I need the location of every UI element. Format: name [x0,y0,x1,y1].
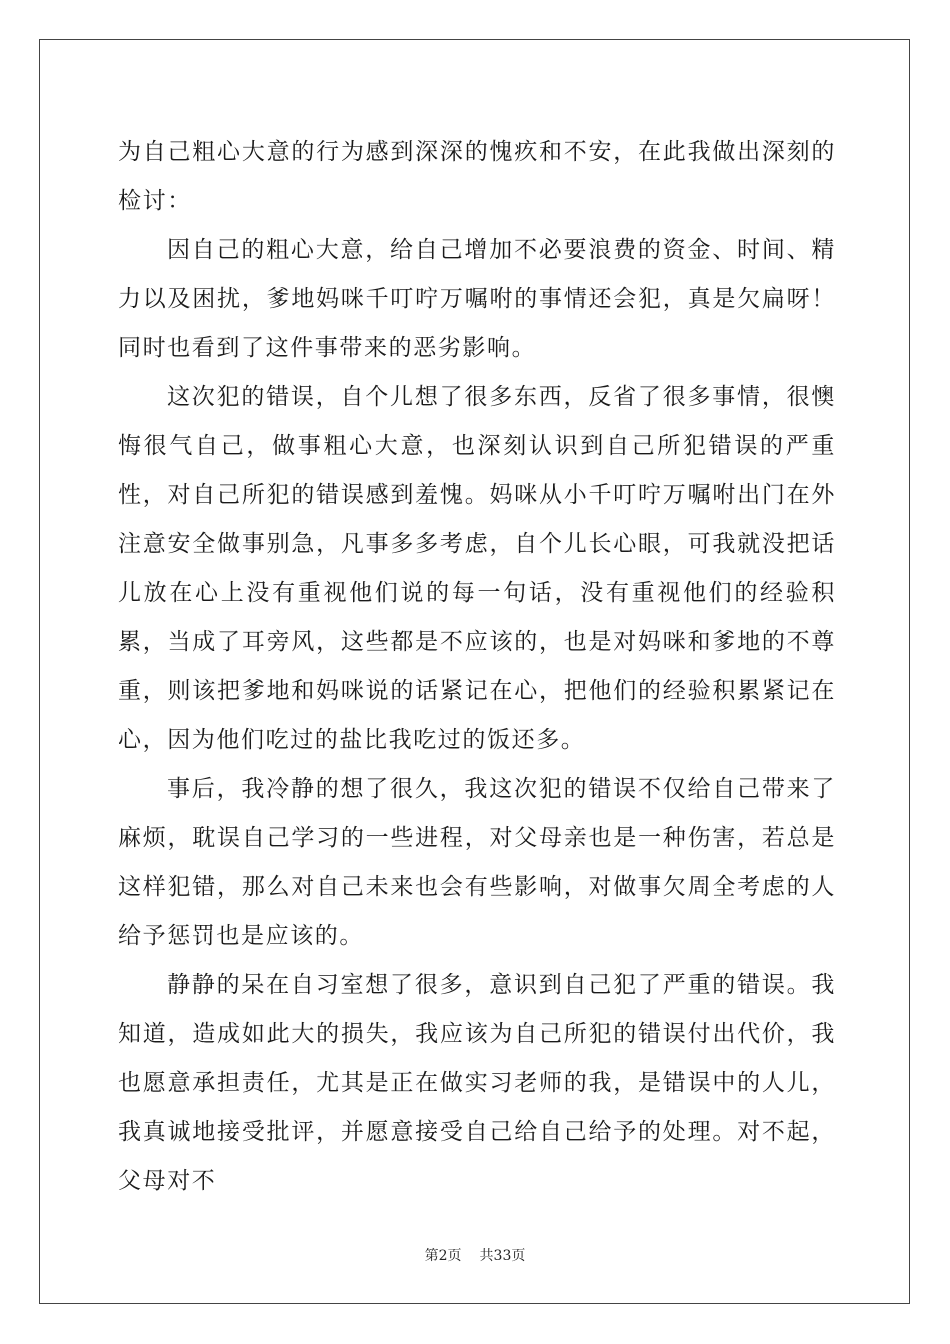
paragraph: 这次犯的错误，自个儿想了很多东西，反省了很多事情，很懊悔很气自己，做事粗心大意，也深刻认识到自己所犯错误的严重性，对自己所犯的错误感到羞愧。妈咪从小千叮咛万嘱咐出门在外注意安全做事别急，凡事多多考虑，自个儿长心眼，可我就没把话儿放在心上没有重视他们说的每一句话，没有重视他们的经验积累，当成了耳旁风，这些都是不应该的，也是对妈咪和爹地的不尊重，则该把爹地和妈咪说的话紧记在心，把他们的经验积累紧记在心，因为他们吃过的盐比我吃过的饭还多。 [118,384,836,753]
paragraph: 静静的呆在自习室想了很多，意识到自己犯了严重的错误。我知道，造成如此大的损失，我应该为自己所犯的错误付出代价，我也愿意承担责任，尤其是正在做实习老师的我，是错误中的人儿，我真诚地接受批评，并愿意接受自己给自己给予的处理。对不起，父母对不 [118,972,836,1194]
paragraph: 因自己的粗心大意，给自己增加不必要浪费的资金、时间、精力以及困扰，爹地妈咪千叮咛万嘱咐的事情还会犯，真是欠扁呀！同时也看到了这件事带来的恶劣影响。 [118,237,836,361]
paragraph: 为自己粗心大意的行为感到深深的愧疚和不安，在此我做出深刻的检讨： [118,139,836,214]
document-body [118,128,836,1206]
paragraph: 事后，我冷静的想了很久，我这次犯的错误不仅给自己带来了麻烦，耽误自己学习的一些进程，对父母亲也是一种伤害，若总是这样犯错，那么对自己未来也会有些影响，对做事欠周全考虑的人给予惩罚也是应该的。 [118,776,836,949]
page-footer [0,1245,950,1265]
page-total: 共33页 [479,1248,526,1264]
page-number: 第2页 [424,1248,462,1264]
